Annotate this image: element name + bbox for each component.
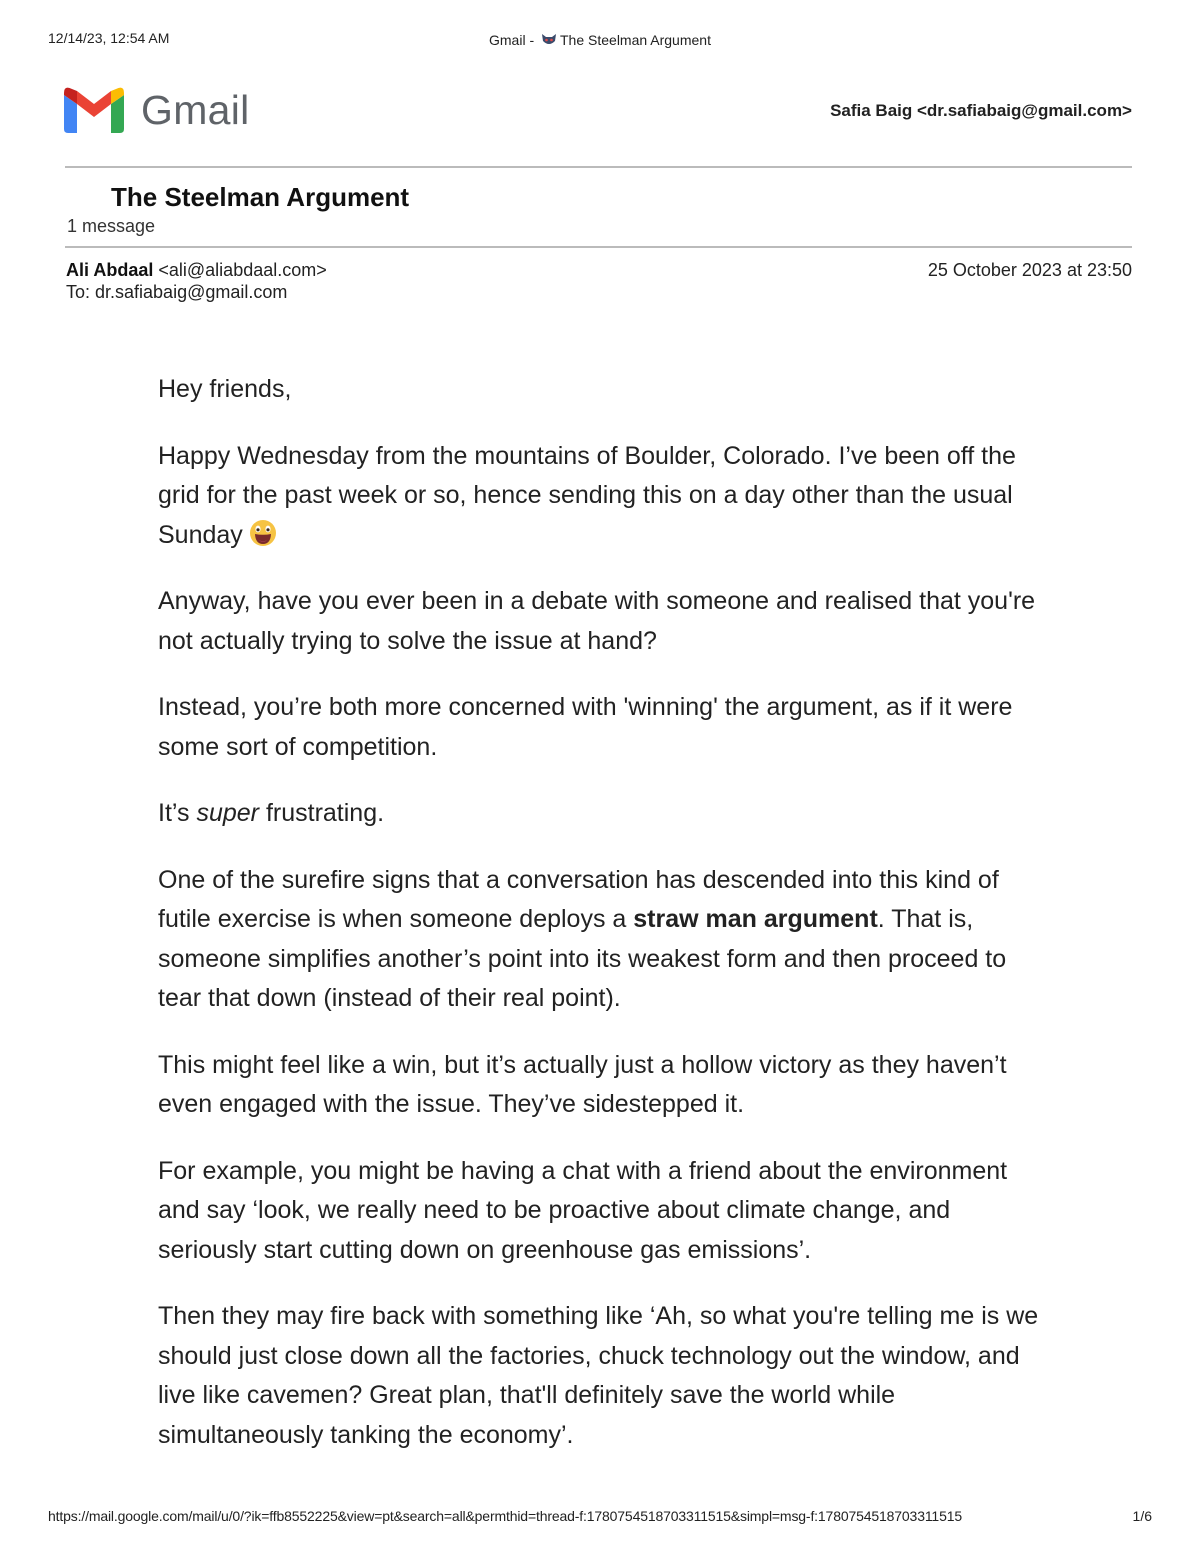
cat-face-emoji-icon xyxy=(541,33,557,47)
message-date: 25 October 2023 at 23:50 xyxy=(927,260,1132,280)
body-paragraph-4 xyxy=(158,794,1048,834)
gmail-wordmark: Gmail xyxy=(141,86,250,133)
sender-name: Ali Abdaal xyxy=(66,260,154,280)
body-paragraph-5-strong: straw man argument xyxy=(633,905,878,933)
print-datetime: 12/14/23, 12:54 AM xyxy=(48,30,170,46)
page-number: 1/6 xyxy=(1132,1508,1152,1524)
gmail-logo[interactable] xyxy=(64,84,250,136)
body-paragraph-3: Instead, you’re both more concerned with 'winning' the argument, as if it were some sort of competition. xyxy=(158,693,1013,761)
thread-divider xyxy=(65,246,1132,248)
message-sender xyxy=(66,260,327,281)
body-paragraph-7: For example, you might be having a chat with a friend about the environment and say ‘look, we really need to be proactive about climate change, and seriously start cutting down on greenhouse gas emissions’. xyxy=(158,1156,1008,1264)
body-paragraph-5-post: . That is, someone simplifies another’s point into its weakest form and then proceed to tear that down (instead of their real point). xyxy=(158,905,1007,1012)
print-header xyxy=(48,30,1152,50)
account-identity: Safia Baig <dr.safiabaig@gmail.com> xyxy=(830,101,1132,120)
body-paragraph-4-emphasis: super xyxy=(196,799,259,827)
gmail-m-icon xyxy=(64,87,124,133)
body-greeting: Hey friends, xyxy=(158,375,292,403)
grinning-face-emoji-icon xyxy=(249,519,277,547)
thread-subject: The Steelman Argument xyxy=(111,182,410,212)
message-body xyxy=(158,370,1048,1482)
print-title-text: The Steelman Argument xyxy=(560,32,711,48)
message-recipient: To: dr.safiabaig@gmail.com xyxy=(66,282,288,302)
body-paragraph-8: Then they may fire back with something like ‘Ah, so what you're telling me is we should just close down all the factories, chuck technology out the window, and live like cavemen? Great plan, that'll definitely save the world while simultaneously tanking the economy’. xyxy=(158,1302,1039,1449)
message-count: 1 message xyxy=(67,216,156,236)
body-paragraph-1-text: Happy Wednesday from the mountains of Boulder, Colorado. I’ve been off the grid for the past week or so, hence sending this on a day other than the usual Sunday xyxy=(158,441,1016,549)
body-paragraph-4-pre: It’s xyxy=(158,799,197,827)
header-divider xyxy=(65,166,1132,168)
body-paragraph-2: Anyway, have you ever been in a debate with someone and realised that you're not actually trying to solve the issue at hand? xyxy=(158,587,1036,655)
print-title xyxy=(48,32,1152,48)
body-paragraph-1 xyxy=(158,437,1048,556)
body-paragraph-5 xyxy=(158,861,1048,1019)
sender-email[interactable]: <ali@aliabdaal.com> xyxy=(158,260,327,280)
print-title-prefix: Gmail - xyxy=(489,32,538,48)
body-paragraph-5-pre: One of the surefire signs that a conversation has descended into this kind of futile exercise is when someone deploys a xyxy=(158,865,999,933)
body-paragraph-4-post: frustrating. xyxy=(259,799,385,827)
print-url[interactable]: https://mail.google.com/mail/u/0/?ik=ffb8552225&view=pt&search=all&permthid=thread-f:1780754518703311515&simpl=msg-f:1780754518703311515 xyxy=(48,1508,962,1524)
body-paragraph-6: This might feel like a win, but it’s actually just a hollow victory as they haven’t even engaged with the issue. They’ve sidestepped it. xyxy=(158,1050,1007,1118)
